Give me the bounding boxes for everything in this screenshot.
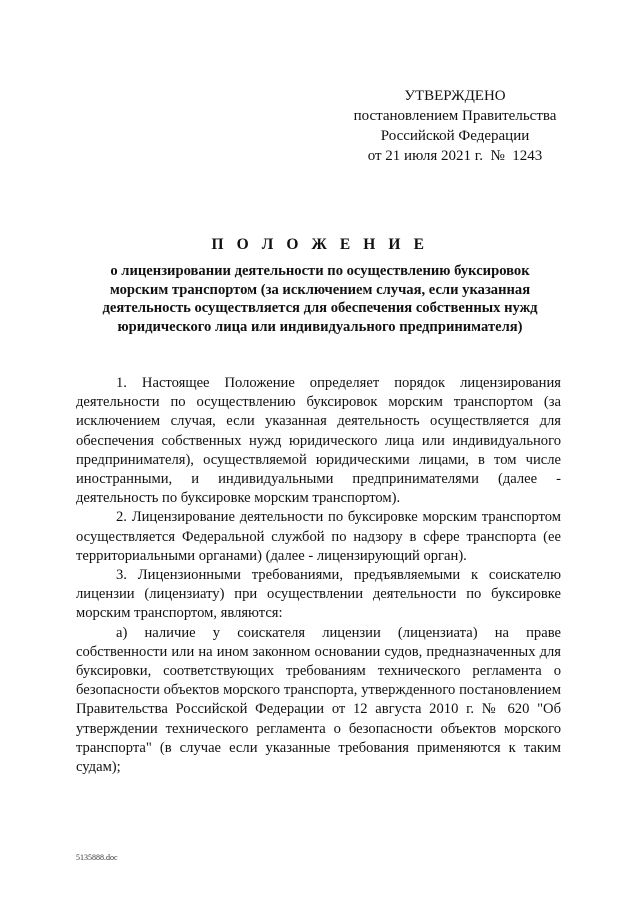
approval-date-number: от 21 июля 2021 г. № 1243 [367,148,543,164]
approval-country: Российской Федерации [380,128,530,144]
document-title: П О Л О Ж Е Н И Е [211,236,429,253]
approval-stamp [340,86,570,166]
approval-heading: УТВЕРЖДЕНО [404,88,506,104]
subtitle-line: о лицензировании деятельности по осуществлению буксировок [110,263,530,279]
subtitle-line: морским транспортом (за исключением случая, если указанная [109,281,531,298]
document-body [76,374,561,777]
paragraph-3a: а) наличие у соискателя лицензии (лицензиата) на праве собственности или на ином законном основании судов, предназначенных для буксировки, соответствующих требованиям технического регламента о безопасности объектов морского транспорта, утвержденного постановлением Правительства Российской Федерации от 12 августа 2010 г. № 620 "Об утверждении технического регламента о безопасности объектов морского транспорта" (в случае если указанные требования применяются к таким судам); [76,624,561,776]
document-subtitle [60,262,580,336]
paragraph-2: 2. Лицензирование деятельности по буксировке морским транспортом осуществляется Федеральной службой по надзору в сфере транспорта (ее территориальными органами) (далее - лицензирующий орган). [76,509,561,564]
file-name-footer: 5135888.doc [76,853,118,862]
subtitle-line: деятельность осуществляется для обеспечения собственных нужд [102,300,538,316]
approval-authority: постановлением Правительства [353,108,557,124]
paragraph-1: 1. Настоящее Положение определяет порядок лицензирования деятельности по осуществлению буксировок морским транспортом (за исключением случая, если указанная деятельность осуществляется для обеспечения собственных нужд юридического лица или индивидуального предпринимателя), осуществляемой юридическими лицами, в том числе иностранными, и индивидуальными предпринимателями (далее - деятельность по буксировке морским транспортом). [76,375,561,507]
subtitle-line: юридического лица или индивидуального предпринимателя) [117,318,523,335]
paragraph-3: 3. Лицензионными требованиями, предъявляемыми к соискателю лицензии (лицензиату) при осуществлении деятельности по буксировке морским транспортом, являются: [76,567,561,622]
